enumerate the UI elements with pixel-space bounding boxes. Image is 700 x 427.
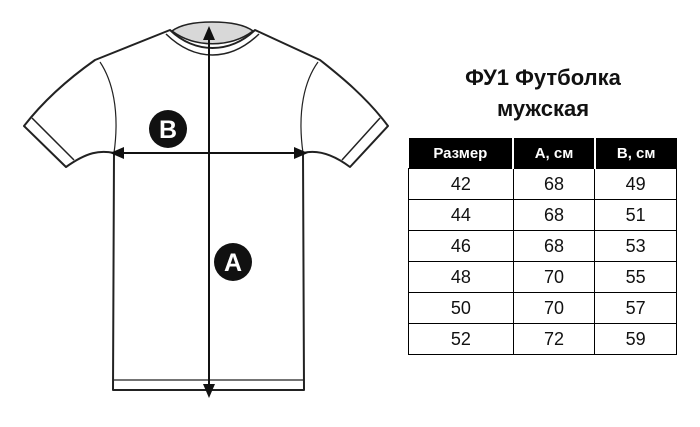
cell-b: 53	[595, 231, 677, 262]
tshirt-outline	[24, 30, 388, 390]
table-row	[409, 169, 677, 200]
cell-a: 68	[513, 200, 595, 231]
cell-b: 57	[595, 293, 677, 324]
cell-size: 48	[409, 262, 514, 293]
cell-size: 42	[409, 169, 514, 200]
product-title	[408, 62, 678, 124]
cell-b: 55	[595, 262, 677, 293]
cell-size: 52	[409, 324, 514, 355]
svg-text:B: B	[158, 116, 178, 144]
badge-a	[214, 243, 252, 281]
cell-a: 68	[513, 231, 595, 262]
size-table	[408, 138, 677, 355]
cell-a: 72	[513, 324, 595, 355]
table-row	[409, 293, 677, 324]
size-table-header	[409, 138, 677, 169]
table-row	[409, 231, 677, 262]
cell-size: 50	[409, 293, 514, 324]
table-row	[409, 262, 677, 293]
cell-a: 70	[513, 262, 595, 293]
cell-b: 59	[595, 324, 677, 355]
cell-size: 44	[409, 200, 514, 231]
badge-b	[149, 110, 187, 148]
cell-size: 46	[409, 231, 514, 262]
cell-b: 49	[595, 169, 677, 200]
cell-a: 70	[513, 293, 595, 324]
header-b: В, см	[595, 138, 677, 169]
table-row	[409, 200, 677, 231]
cell-b: 51	[595, 200, 677, 231]
title-line-2: мужская	[496, 96, 590, 121]
header-size: Размер	[409, 138, 514, 169]
header-a: А, см	[513, 138, 595, 169]
title-line-1: ФУ1 Футболка	[465, 65, 621, 90]
cell-a: 68	[513, 169, 595, 200]
svg-text:A: A	[223, 249, 243, 277]
table-row	[409, 324, 677, 355]
